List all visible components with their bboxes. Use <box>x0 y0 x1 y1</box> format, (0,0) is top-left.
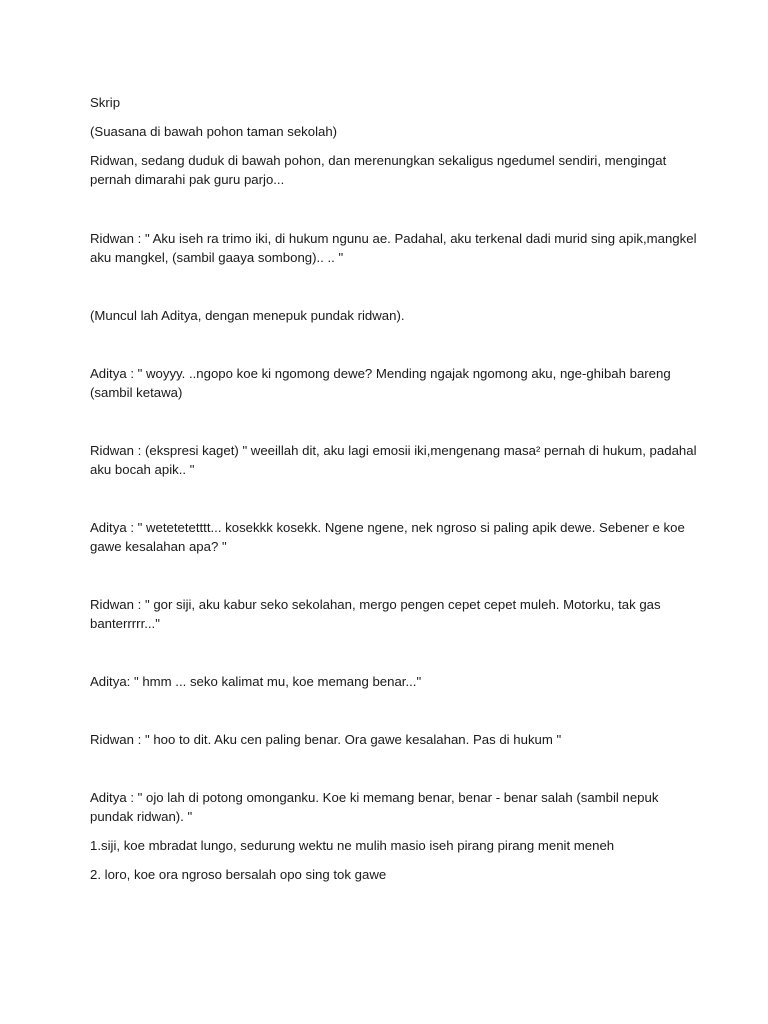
dialogue-3-line-2: (sambil ketawa) <box>90 385 183 400</box>
dialogue-6-line-2: banterrrrr..." <box>90 616 160 631</box>
dialogue-5-line-2: gawe kesalahan apa? " <box>90 539 227 554</box>
dialogue-4-line-1: Ridwan : (ekspresi kaget) " weeillah dit, aku lagi emosii iki,mengenang masa² pernah di hukum, padahal <box>90 443 697 458</box>
dialogue-4-line-2: aku bocah apik.. " <box>90 462 195 477</box>
dialogue-8-line-1: Ridwan : " hoo to dit. Aku cen paling benar. Ora gawe kesalahan. Pas di hukum " <box>90 732 562 747</box>
document-title: Skrip <box>90 95 121 110</box>
scene-description: (Suasana di bawah pohon taman sekolah) <box>90 124 338 139</box>
dialogue-6-line-1: Ridwan : " gor siji, aku kabur seko sekolahan, mergo pengen cepet cepet muleh. Motorku, tak gas <box>90 597 661 612</box>
dialogue-7-line-1: Aditya: " hmm ... seko kalimat mu, koe memang benar..." <box>90 674 422 689</box>
dialogue-1-line-1: Ridwan : " Aku iseh ra trimo iki, di hukum ngunu ae. Padahal, aku terkenal dadi murid sing apik,mangkel <box>90 231 697 246</box>
dialogue-9-line-2: pundak ridwan). " <box>90 809 193 824</box>
intro-line-2: pernah dimarahi pak guru parjo... <box>90 172 285 187</box>
list-item-1: 1.siji, koe mbradat lungo, sedurung wektu ne mulih masio iseh pirang pirang menit meneh <box>90 838 615 853</box>
intro-line-1: Ridwan, sedang duduk di bawah pohon, dan merenungkan sekaligus ngedumel sendiri, mengingat <box>90 153 667 168</box>
dialogue-1-line-2: aku mangkel, (sambil gaaya sombong).. .. " <box>90 250 344 265</box>
list-item-2: 2. loro, koe ora ngroso bersalah opo sing tok gawe <box>90 867 387 882</box>
dialogue-9-line-1: Aditya : " ojo lah di potong omonganku. Koe ki memang benar, benar - benar salah (sambil nepuk <box>90 790 659 805</box>
dialogue-2-line-1: (Muncul lah Aditya, dengan menepuk pundak ridwan). <box>90 308 405 323</box>
dialogue-5-line-1: Aditya : " wetetetetttt... kosekkk kosekk. Ngene ngene, nek ngroso si paling apik dewe. Sebener e koe <box>90 520 685 535</box>
dialogue-3-line-1: Aditya : " woyyy. ..ngopo koe ki ngomong dewe? Mending ngajak ngomong aku, nge-ghibah bareng <box>90 366 671 381</box>
